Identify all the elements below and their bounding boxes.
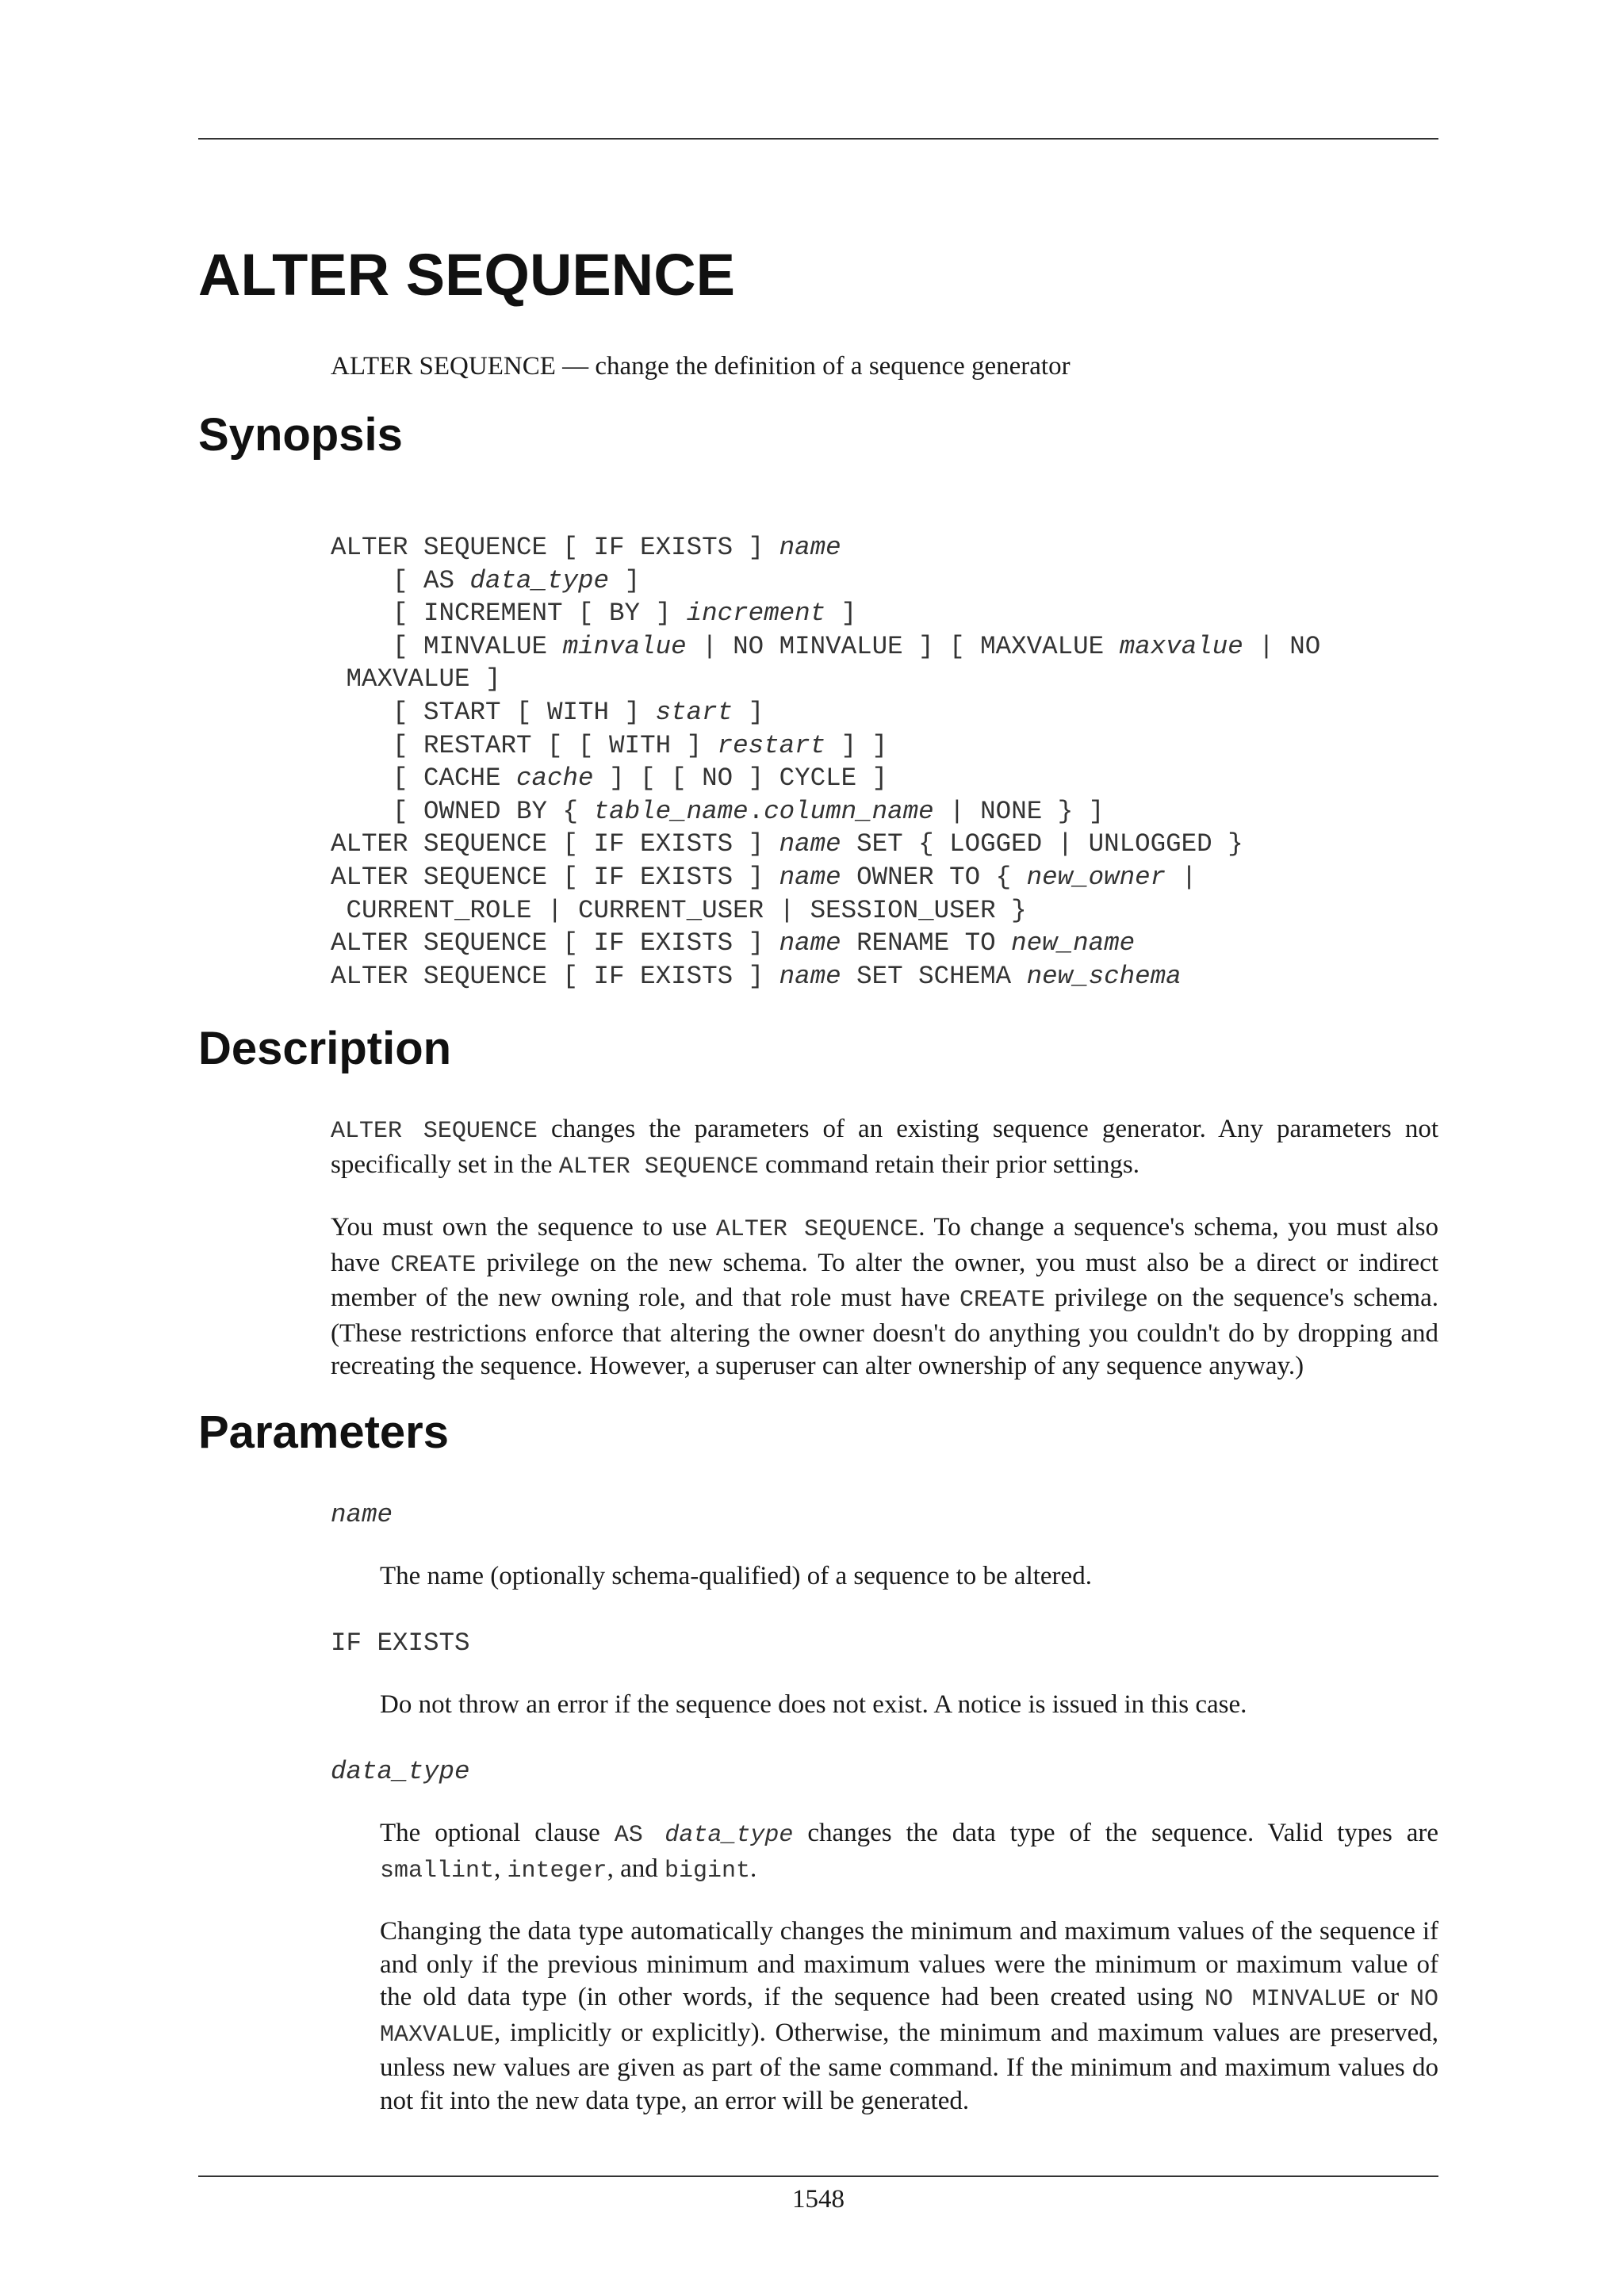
synopsis-line: [331, 962, 1182, 991]
synopsis-keyword-run: | NO MINVALUE ] [ MAXVALUE: [686, 631, 1120, 661]
text-run: or: [1365, 1983, 1410, 2011]
text-run: You must own the sequence to use: [331, 1213, 716, 1242]
param-desc-data-type-2: [380, 1915, 1438, 2118]
synopsis-placeholder: maxvalue: [1119, 631, 1243, 661]
inline-code: CREATE: [390, 1251, 477, 1279]
synopsis-keyword-run: | NONE } ]: [933, 796, 1105, 826]
inline-code: ALTER SEQUENCE: [331, 1118, 538, 1145]
synopsis-keyword-run: ALTER SEQUENCE [ IF EXISTS ]: [331, 829, 779, 859]
synopsis-line: [331, 829, 1243, 859]
synopsis-line: [331, 533, 841, 562]
param-term-name: name: [331, 1500, 393, 1529]
inline-code: [615, 1822, 794, 1849]
text-run: , implicitly or explicitly). Otherwise, the minimum and maximum values are preserved, unless new values are given as part of the same command. If the minimum and maximum values do not fit into the new data type, an error will be generated.: [380, 2018, 1438, 2115]
synopsis-keyword-run: ] [ [ NO ] CYCLE ]: [593, 763, 888, 794]
synopsis-keyword-run: ALTER SEQUENCE [ IF EXISTS ]: [331, 928, 779, 959]
synopsis-line: [331, 698, 764, 727]
synopsis-keyword-run: SET SCHEMA: [841, 961, 1027, 991]
text-run: privilege on the sequence's schema. (These restrictions enforce that altering the owner doesn't do anything you couldn't do by dropping and recreating the sequence. However, a superuser can alter ownership of any sequence anyway.): [331, 1284, 1438, 1380]
param-desc-if-exists: Do not throw an error if the sequence does not exist. A notice is issued in this case.: [380, 1690, 1247, 1719]
param-desc-data-type-1: [380, 1817, 1438, 1888]
synopsis-line: [331, 664, 501, 694]
synopsis-keyword-run: [ CACHE: [331, 763, 517, 794]
synopsis-keyword-run: ]: [609, 565, 641, 595]
synopsis-placeholder: name: [779, 928, 841, 959]
param-desc-name: The name (optionally schema-qualified) of a sequence to be altered.: [380, 1562, 1092, 1590]
text-run: .: [750, 1854, 757, 1883]
synopsis-placeholder: data_type: [469, 565, 610, 595]
synopsis-keyword-run: CURRENT_ROLE | CURRENT_USER | SESSION_USER }: [331, 895, 1027, 925]
synopsis-placeholder: start: [655, 697, 733, 727]
synopsis-keyword-run: ]: [825, 599, 857, 629]
synopsis-keyword-run: |: [1166, 862, 1197, 892]
description-paragraph-2: [331, 1211, 1438, 1383]
text-run: The optional clause: [380, 1819, 615, 1847]
parameters-heading: Parameters: [198, 1406, 449, 1458]
text-run: ,: [494, 1854, 508, 1883]
text-run: Changing the data type automatically changes the minimum and maximum values of the sequence if and only if the previous minimum and maximum values were the minimum or maximum value of the old data type (in other words, if the sequence had been created using: [380, 1917, 1438, 2011]
synopsis-line: [331, 599, 856, 628]
synopsis-code-block: [331, 531, 1320, 993]
synopsis-keyword-run: SET { LOGGED | UNLOGGED }: [841, 829, 1243, 859]
synopsis-placeholder: cache: [516, 763, 594, 794]
synopsis-keyword-run: [ MINVALUE: [331, 631, 563, 661]
synopsis-line: [331, 863, 1197, 892]
synopsis-placeholder: new_name: [1011, 928, 1136, 959]
synopsis-placeholder: restart: [717, 730, 826, 760]
page-title: ALTER SEQUENCE: [198, 242, 736, 308]
inline-code: NO MINVALUE: [1205, 1986, 1366, 2013]
footer-rule: [198, 2175, 1438, 2177]
description-heading: Description: [198, 1023, 452, 1074]
synopsis-keyword-run: [ START [ WITH ]: [331, 697, 656, 727]
synopsis-placeholder: name: [779, 961, 841, 991]
synopsis-keyword-run: ALTER SEQUENCE [ IF EXISTS ]: [331, 961, 779, 991]
synopsis-placeholder: increment: [686, 599, 826, 629]
synopsis-keyword-run: RENAME TO: [841, 928, 1012, 959]
param-term-data-type: data_type: [331, 1757, 470, 1786]
inline-code: integer: [507, 1857, 607, 1885]
synopsis-keyword-run: [ INCREMENT [ BY ]: [331, 599, 687, 629]
synopsis-keyword-run: [ AS: [331, 565, 470, 595]
text-run: command retain their prior settings.: [758, 1150, 1140, 1179]
synopsis-heading: Synopsis: [198, 409, 403, 461]
synopsis-line: [331, 566, 640, 595]
synopsis-keyword-run: MAXVALUE ]: [331, 664, 501, 695]
synopsis-keyword-run: ]: [733, 697, 764, 727]
synopsis-placeholder: new_schema: [1026, 961, 1182, 991]
code-run: AS: [614, 1822, 665, 1849]
text-run: changes the parameters of an existing sequence generator. Any parameters not specifically set in the: [331, 1115, 1438, 1179]
synopsis-keyword-run: OWNER TO {: [841, 862, 1027, 892]
synopsis-keyword-run: ALTER SEQUENCE [ IF EXISTS ]: [331, 533, 779, 562]
synopsis-placeholder: table_name: [593, 796, 749, 826]
description-paragraph-1: [331, 1113, 1438, 1184]
synopsis-placeholder: name: [779, 533, 841, 562]
inline-code: CREATE: [959, 1287, 1046, 1314]
synopsis-line: [331, 896, 1027, 925]
synopsis-keyword-run: [ OWNED BY {: [331, 796, 594, 826]
header-rule: [198, 138, 1438, 140]
page-number: 1548: [792, 2185, 845, 2214]
synopsis-line: [331, 797, 1104, 826]
param-term-if-exists: IF EXISTS: [331, 1628, 470, 1658]
synopsis-line: [331, 632, 1320, 661]
synopsis-keyword-run: [ RESTART [ [ WITH ]: [331, 730, 718, 760]
inline-code: NO MAXVALUE: [380, 1986, 1438, 2049]
inline-code: ALTER SEQUENCE: [558, 1153, 759, 1181]
synopsis-keyword-run: ] ]: [825, 730, 888, 760]
synopsis-line: [331, 731, 887, 760]
inline-code: bigint: [664, 1857, 750, 1885]
synopsis-placeholder: name: [779, 829, 841, 859]
inline-code: ALTER SEQUENCE: [715, 1216, 919, 1243]
synopsis-line: [331, 928, 1135, 958]
synopsis-placeholder: new_owner: [1026, 862, 1166, 892]
refpurpose: ALTER SEQUENCE — change the definition of a sequence generator: [331, 352, 1071, 381]
synopsis-line: [331, 763, 887, 793]
text-run: . To change a sequence's schema, you must also have: [331, 1213, 1439, 1277]
text-run: , and: [607, 1854, 665, 1883]
inline-code: smallint: [380, 1857, 495, 1885]
text-run: privilege on the new schema. To alter the owner, you must also be a direct or indirect member of the new owning role, and that role must have: [331, 1248, 1439, 1312]
synopsis-placeholder: minvalue: [562, 631, 687, 661]
synopsis-keyword-run: | NO: [1243, 631, 1321, 661]
text-run: changes the data type of the sequence. Valid types are: [793, 1819, 1438, 1847]
synopsis-keyword-run: ALTER SEQUENCE [ IF EXISTS ]: [331, 862, 779, 892]
synopsis-placeholder: name: [779, 862, 841, 892]
synopsis-keyword-run: .: [748, 796, 764, 826]
synopsis-placeholder: column_name: [764, 796, 934, 826]
code-run-italic: data_type: [665, 1822, 794, 1849]
